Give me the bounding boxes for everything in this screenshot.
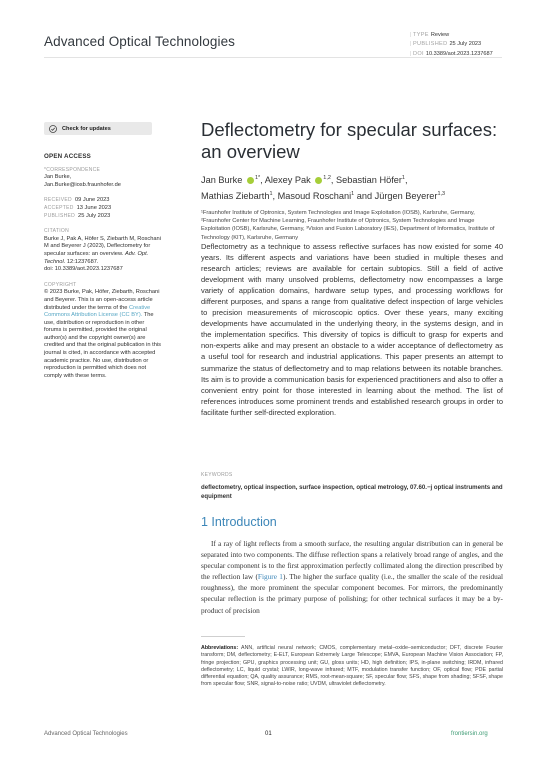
copyright-body-2: The use, distribution or reproduction in other forums is permitted, provided the original author(s) and the copyright owner(s) are credited and that the original publication in this journal is cited, in accordance with accepted academic practice. No use, distribution or reproduction is permitted which does not comply with these terms. [44, 312, 161, 379]
received-value: 09 June 2023 [74, 197, 110, 204]
section-heading: 1 Introduction [201, 515, 277, 529]
article-meta: | TYPE Review | PUBLISHED 25 July 2023 | DOI 10.3389/aot.2023.1237687 [410, 32, 493, 57]
citation-label: CITATION [44, 228, 69, 235]
citation-body: Burke J, Pak A, Höfer S, Ziebarth M, Roschani M and Beyerer J (2023), Deflectometry for specular surfaces: an overview. [44, 235, 161, 257]
author-name[interactable]: and Jürgen Beyerer [354, 190, 438, 201]
dates-block [44, 197, 162, 220]
intro-paragraph [201, 538, 503, 616]
author-name[interactable]: Mathias Ziebarth [201, 190, 270, 201]
abbreviations-footnote [201, 645, 503, 689]
orcid-icon[interactable] [315, 177, 322, 184]
journal-title: Advanced Optical Technologies [44, 34, 236, 49]
published-value: 25 July 2023 [449, 41, 482, 48]
check-for-updates-label: Check for updates [62, 125, 111, 132]
affiliations: ¹Fraunhofer Institute of Optronics, System Technologies and Image Exploitation (IOSB), Karlsruhe, Germany, ²Fraunhofer Center for Machine Learning, Fraunhofer Institute of Optronics, System Technologies and Image Exploitation (IOSB), Karlsruhe, Germany, ³Vision and Fusion Laboratory (IES), Department of Informatics, Institute of Technology (KIT), Karlsruhe, Germany [201, 210, 495, 241]
author-affil-sup: 1,3 [437, 190, 446, 197]
abbreviations-label: Abbreviations: [201, 645, 239, 651]
accepted-label: ACCEPTED [44, 204, 74, 211]
author-name[interactable]: , Alexey Pak [260, 175, 311, 186]
correspondence-name: Jan Burke, [44, 174, 72, 181]
published-date-label: PUBLISHED [44, 212, 76, 219]
abstract: Deflectometry as a technique to assess reflective surfaces has now existed for some 40 years. Its different aspects and variations have been studied in multiple theses and research articles; reviews are available for certain subtopics. Still a field of active development with many unsolved problems, deflectometry now encompasses a large variety of application domains, hardware setup types, and processing workflows for different purposes, and spans a range from qualitative defect inspection of large vehicles to precision measurements of microscopic optics. Over these years, many exciting developments have accumulated in the underlying theory, in the systems design, and in the implementation specifics. This diversity of topics is difficult to grasp for experts and non-experts alike and may present an obstacle to a wider acceptance of deflectometry as a useful tool for research and industrial applications. This paper presents an attempt to summarize the status of deflectometry and to map relations between its notable branches. Its aim is to provide a communication basis for experienced practitioners and also to offer a convenient entry point for those interested in learning about the method. The list of references introduces some prominent trends and established research groups in order to facilitate further self-directed exploration. [201, 242, 503, 417]
abbreviations-text: ANN, artificial neural network; CMOS, complementary metal–oxide–semiconductor; DFT, discrete Fourier transform; DM, deflectometry; E-ELT, European Extremely Large Telescope; EMVA, European Machine Vision Association; FP, fringe projection; GPU, graphics processing unit; GU, gloss units; HD, high definition; IPS, in-plane switching; IRDM, infrared deflectometry; LC, liquid crystal; LWIR, long-wave infrared; MTF, modulation transfer function; OF, optical flow; PDE partial differential equation; QA, quality assurance; RMS, root-mean-square; SF, specular flow; SFS, shape from shading; SFSF, shape from specular flow; SNR, signal-to-noise ratio; UVDM, ultraviolet deflectometry. [201, 645, 503, 688]
author-affil-sup: 1,2 [323, 175, 331, 181]
intro-text-2: ). The higher the surface quality (i.e., the smaller the scale of the residual roughness), the more prominent the specular component becomes. For mirrors, the predominantly specular reflection is the primary purpose of polishing; for other technical surfaces it may be a by-product of precision [201, 572, 504, 615]
check-updates-icon [49, 125, 57, 133]
citation-doi[interactable]: doi: 10.3389/aot.2023.1237687 [44, 266, 123, 273]
figure-link[interactable]: Figure 1 [257, 572, 283, 582]
check-for-updates-button[interactable] [44, 122, 152, 135]
orcid-icon[interactable] [247, 177, 254, 184]
article-title: Deflectometry for specular surfaces: an overview [201, 119, 498, 162]
intro-text-1: If a ray of light reflects from a smooth surface, the resulting angular distribution can in general be separated into two components. The diffuse reflection spans a relatively broad range of angles, and the specular component is to the first approximation perfectly collimated along the direction prescribed by the reflection law ( [201, 539, 503, 582]
open-access-label: OPEN ACCESS [44, 153, 92, 160]
footnote-divider [201, 636, 245, 637]
author-separator: , [404, 175, 408, 186]
author-list [201, 172, 511, 203]
keywords-label: KEYWORDS [201, 472, 233, 478]
type-label: TYPE [413, 32, 429, 38]
correspondence-email[interactable]: Jan.Burke@iosb.fraunhofer.de [44, 181, 121, 188]
footer-journal: Advanced Optical Technologies [44, 731, 128, 737]
copyright-label: COPYRIGHT [44, 281, 77, 288]
author-affil-sup: 1 [401, 175, 405, 181]
author-name[interactable]: , Sebastian Höfer [330, 175, 402, 186]
type-value: Review [430, 32, 450, 38]
author-affil-sup: 1 [269, 190, 273, 197]
published-label: PUBLISHED [413, 41, 448, 48]
page-number: 01 [265, 731, 272, 737]
footer-site-link[interactable]: frontiersin.org [451, 731, 488, 737]
accepted-value: 13 June 2023 [76, 204, 112, 211]
copyright-body-1: © 2023 Burke, Pak, Höfer, Ziebarth, Roschani and Beyerer. This is an open-access article distributed under the terms of the [44, 289, 160, 311]
doi-link[interactable]: 10.3389/aot.2023.1237687 [425, 50, 493, 57]
citation-text [44, 236, 162, 274]
author-affil-sup: 1 [351, 190, 355, 197]
author-name[interactable]: , Masoud Roschani [272, 190, 352, 201]
correspondence-label: *CORRESPONDENCE [44, 166, 101, 173]
keywords: deflectometry, optical inspection, surface inspection, optical metrology, 07.60.−j optical instruments and equipment [201, 484, 503, 500]
published-date-value: 25 July 2023 [78, 212, 111, 219]
doi-label: DOI [413, 50, 424, 57]
citation-journal: Adv. Opt. Technol. [44, 250, 149, 265]
citation-volume: 12:1237687. [65, 258, 99, 265]
author-affil-sup: 1* [254, 175, 261, 181]
license-link[interactable]: Creative Commons Attribution License (CC BY). [44, 304, 151, 319]
received-label: RECEIVED [44, 197, 72, 204]
copyright-text [44, 289, 162, 380]
author-name[interactable]: Jan Burke [201, 175, 243, 186]
sidebar [44, 153, 162, 380]
